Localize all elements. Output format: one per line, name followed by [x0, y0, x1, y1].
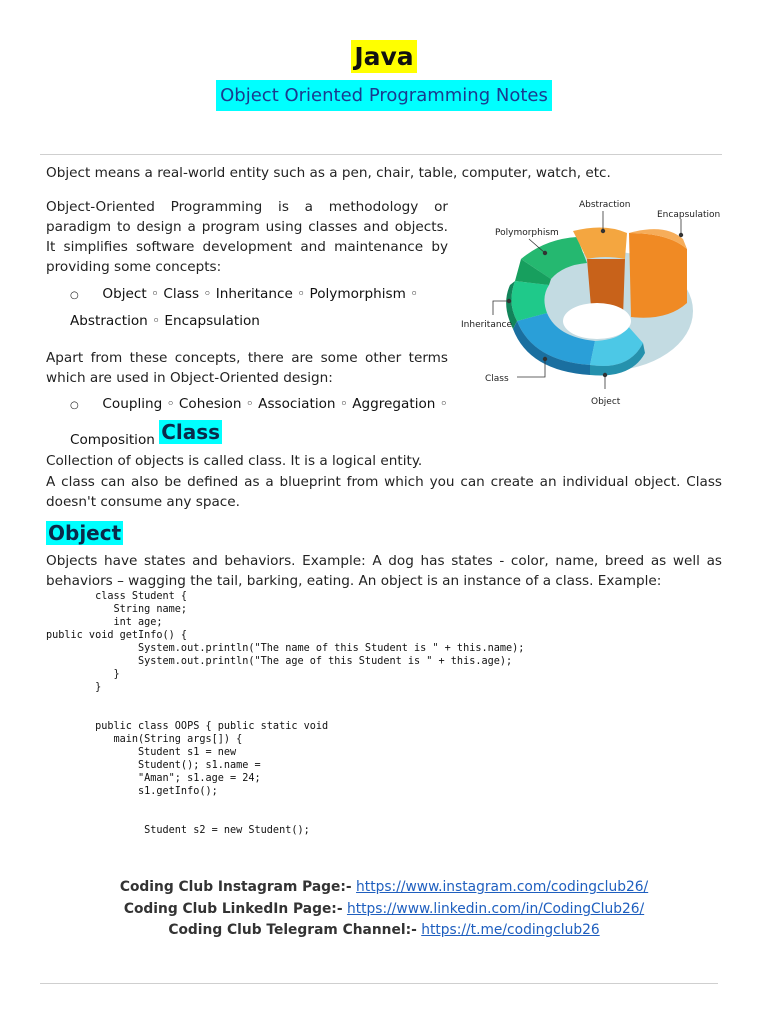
link-row-instagram — [0, 879, 768, 895]
concepts-line2: Abstraction ◦ Encapsulation — [70, 313, 260, 329]
instagram-link[interactable]: https://www.instagram.com/codingclub26/ — [356, 879, 649, 895]
class-line2: A class can also be defined as a blueprint from which you can create an individual object. Class doesn't consume any space. — [46, 474, 722, 510]
oop-concepts-diagram — [455, 193, 735, 415]
class-line1: Collection of objects is called class. It is a logical entity. — [46, 453, 423, 469]
link-label-linkedin: Coding Club LinkedIn Page:- — [123, 901, 343, 917]
terms-line2: Composition — [70, 432, 155, 448]
label-object: Object — [591, 397, 621, 407]
label-polymorphism: Polymorphism — [495, 228, 559, 238]
bottom-divider — [40, 983, 718, 984]
linkedin-link[interactable]: https://www.linkedin.com/in/CodingClub26/ — [346, 901, 645, 917]
code-block: class Student { String name; int age; public void getInfo() { System.out.println("The name of this Student is " + this.name); System.out.println("The age of this Student is " + this.age); } } public class OOPS { public static void main(String args[]) { Student s1 = new Student(); s1.name = "Aman"; s1.age = 24; s1.getInfo(); Student s2 = new Student(); — [46, 591, 525, 836]
label-class: Class — [485, 374, 509, 384]
link-label-telegram: Coding Club Telegram Channel:- — [168, 922, 417, 938]
telegram-link[interactable]: https://t.me/codingclub26 — [421, 922, 600, 938]
other-terms-paragraph: Apart from these concepts, there are some other terms which are used in Object-Oriented design: — [46, 350, 448, 386]
bullet-symbol: ○ — [70, 290, 79, 301]
bullet-symbol: ○ — [70, 400, 79, 411]
object-paragraph: Objects have states and behaviors. Example: A dog has states - color, name, breed as well as behaviors – wagging the tail, barking, eating. An object is an instance of a class. Example: — [46, 553, 722, 589]
label-inheritance: Inheritance — [461, 320, 513, 330]
subtitle — [0, 85, 768, 106]
label-abstraction: Abstraction — [579, 200, 631, 210]
top-divider — [40, 154, 722, 155]
link-row-linkedin — [0, 901, 768, 917]
class-heading: Class — [161, 420, 221, 444]
subtitle-text: Object Oriented Programming Notes — [216, 80, 552, 111]
terms-line2-row — [70, 420, 222, 448]
concepts-bullet-1 — [70, 286, 418, 302]
link-label-instagram: Coding Club Instagram Page:- — [119, 879, 352, 895]
concepts-line1: Object ◦ Class ◦ Inheritance ◦ Polymorphism ◦ — [102, 286, 419, 302]
intro-text: Object means a real-world entity such as a pen, chair, table, computer, watch, etc. — [46, 165, 611, 181]
terms-bullet-1 — [70, 396, 448, 412]
oop-paragraph: Object-Oriented Programming is a methodology or paradigm to design a program using classes and objects. It simplifies software development and maintenance by providing some concepts: — [46, 199, 448, 275]
title — [0, 42, 768, 71]
link-row-telegram — [0, 922, 768, 938]
terms-line1: Coupling ◦ Cohesion ◦ Association ◦ Aggregation ◦ — [102, 396, 448, 412]
object-heading-wrap — [46, 521, 123, 545]
diagram-hole — [563, 303, 631, 339]
segment-encapsulation — [629, 229, 687, 318]
title-text: Java — [351, 40, 416, 73]
label-encapsulation: Encapsulation — [657, 210, 721, 220]
object-heading: Object — [48, 521, 122, 545]
